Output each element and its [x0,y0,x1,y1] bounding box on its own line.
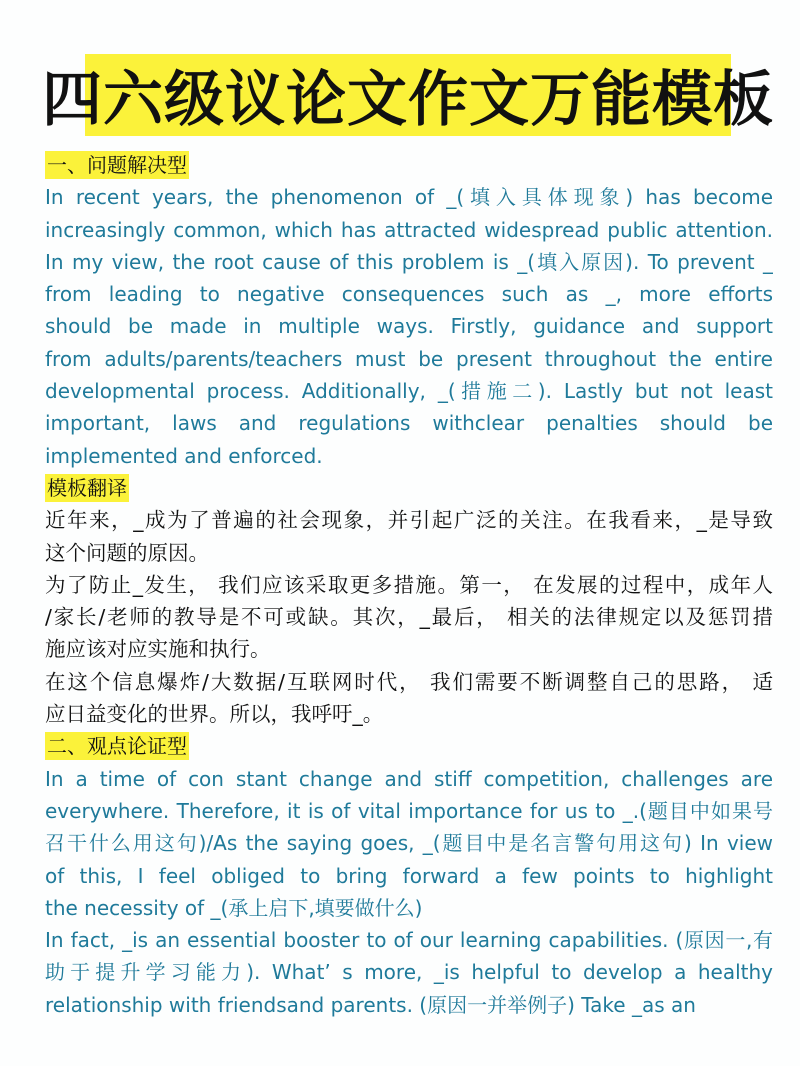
section-heading: 一、问题解决型 [47,153,187,177]
text-line: everywhere. Therefore, it is of vital importance for us to _.(题目中如果号 [45,798,773,823]
text-line: 这个问题的原因。 [45,540,209,565]
text-line: 近年来，_成为了普遍的社会现象，并引起广泛的关注。在我看来，_是导致 [45,508,773,533]
text-line: In fact, _is an essential booster to of our learning capabilities. (原因一,有 [45,928,773,953]
text-line: In my view, the root cause of this problem is _(填入原因). To prevent _ [45,249,773,274]
text-line: of this, I feel obliged to bring forward a few points to highlight [45,863,773,888]
text-line: should be made in multiple ways. Firstly, guidance and support [45,314,773,339]
text-line: implemented and enforced. [45,443,323,468]
text-line: increasingly common, which has attracted widespread public attention. [45,217,773,242]
section-heading-wrap [45,730,773,762]
text-line: 在这个信息爆炸/大数据/互联网时代， 我们需要不断调整自己的思路， 适 [45,669,773,694]
section-heading-wrap [45,472,773,504]
text-line: In recent years, the phenomenon of _(填入具体现象) has become [45,185,773,210]
text-line: from adults/parents/teachers must be present throughout the entire [45,346,773,371]
text-line: relationship with friendsand parents. (原因一并举例子) Take _as an [45,992,696,1017]
text-line: important, laws and regulations withclear penalties should be [45,411,773,436]
text-line: the necessity of _(承上启下,填要做什么) [45,895,423,920]
text-line: 召干什么用这句)/As the saying goes, _(题目中是名言警句用这句) In view [45,831,773,856]
text-line: from leading to negative consequences such as _, more efforts [45,282,773,307]
text-line: In a time of con stant change and stiff competition, challenges are [45,766,773,791]
document-body [45,149,773,1021]
text-line: developmental process. Additionally, _(措施二). Lastly but not least [45,379,773,404]
section-heading: 模板翻译 [47,475,127,500]
text-line: 助于提升学习能力). What’ s more, _is helpful to develop a healthy [45,960,773,985]
page-title: 四六级议论文作文万能模板 [42,65,774,135]
title-banner [42,54,774,136]
section-heading: 二、观点论证型 [47,734,187,759]
text-line: /家长/老师的教导是不可或缺。其次，_最后， 相关的法律规定以及惩罚措 [45,605,773,630]
text-line: 为了防止_发生， 我们应该采取更多措施。第一， 在发展的过程中，成年人 [45,572,773,597]
section-heading-wrap [45,149,773,181]
text-line: 施应该对应实施和执行。 [45,637,271,662]
text-line: 应日益变化的世界。所以，我呼吁_。 [45,702,384,727]
